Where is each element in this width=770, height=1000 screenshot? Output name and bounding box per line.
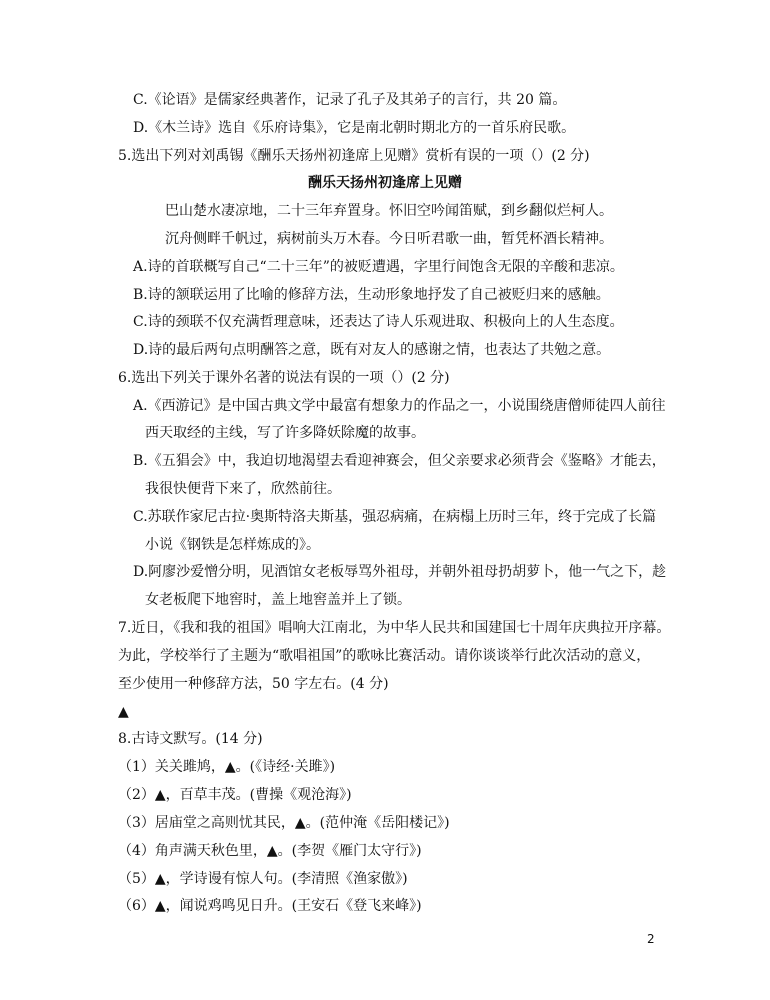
question-6-stem: 6.选出下列关于课外名著的说法有误的一项（）(2 分) xyxy=(118,370,450,386)
poem-line-1: 巴山楚水凄凉地，二十三年弃置身。怀旧空吟闻笛赋，到乡翻似烂柯人。 xyxy=(165,203,613,219)
q4-option-c: C.《论语》是儒家经典著作，记录了孔子及其弟子的言行，共 20 篇。 xyxy=(133,92,567,108)
q6-option-d-line2: 女老板爬下地窖时，盖上地窖盖并上了锁。 xyxy=(145,592,411,608)
q6-option-c-line2: 小说《钢铁是怎样炼成的》。 xyxy=(145,537,320,553)
q5-option-d: D.诗的最后两句点明酬答之意，既有对友人的感谢之情，也表达了共勉之意。 xyxy=(133,342,611,358)
q8-item-3: （3）居庙堂之高则忧其民，▲。(范仲淹《岳阳楼记》) xyxy=(118,815,450,831)
question-7-line1: 7.近日，《我和我的祖国》唱响大江南北，为中华人民共和国建国七十周年庆典拉开序幕。 xyxy=(118,620,671,636)
q5-option-c: C.诗的颈联不仅充满哲理意味，还表达了诗人乐观进取、积极向上的人生态度。 xyxy=(133,314,624,330)
q6-option-c-line1: C.苏联作家尼古拉·奥斯特洛夫斯基，强忍病痛，在病榻上历时三年，终于完成了长篇 xyxy=(133,509,657,525)
q8-item-1: （1）关关雎鸠，▲。(《诗经·关雎》) xyxy=(118,759,336,775)
page-number: 2 xyxy=(647,932,655,946)
q6-option-a-line1: A.《西游记》是中国古典文学中最富有想象力的作品之一，小说围绕唐僧师徒四人前往 xyxy=(133,398,666,414)
question-7-line3: 至少使用一种修辞方法，50 字左右。(4 分) xyxy=(118,676,389,692)
q8-item-6: （6）▲，闻说鸡鸣见日升。(王安石《登飞来峰》) xyxy=(118,898,422,914)
poem-title: 酬乐天扬州初逢席上见赠 xyxy=(308,175,462,191)
q5-option-a: A.诗的首联概写自己“二十三年”的被贬遭遇，字里行间饱含无限的辛酸和悲凉。 xyxy=(133,259,624,275)
q8-item-2: （2）▲，百草丰茂。(曹操《观沧海》) xyxy=(118,787,352,803)
poem-line-2: 沉舟侧畔千帆过，病树前头万木春。今日听君歌一曲，暂凭杯酒长精神。 xyxy=(165,231,613,247)
q4-option-d: D.《木兰诗》选自《乐府诗集》，它是南北朝时期北方的一首乐府民歌。 xyxy=(133,120,576,136)
q6-option-d-line1: D.阿廖沙爱憎分明，见酒馆女老板辱骂外祖母，并朝外祖母扔胡萝卜，他一气之下，趁 xyxy=(133,564,667,580)
q6-option-b-line2: 我很快便背下来了，欣然前往。 xyxy=(145,481,341,497)
question-5-stem: 5.选出下列对刘禹锡《酬乐天扬州初逢席上见赠》赏析有误的一项（）(2 分) xyxy=(118,148,590,164)
answer-triangle-icon: ▲ xyxy=(118,704,129,720)
q5-option-b: B.诗的颔联运用了比喻的修辞方法，生动形象地抒发了自己被贬归来的感触。 xyxy=(133,287,610,303)
question-8-stem: 8.古诗文默写。(14 分) xyxy=(118,731,263,747)
q8-item-4: （4）角声满天秋色里，▲。(李贺《雁门太守行》) xyxy=(118,843,422,859)
q8-item-5: （5）▲，学诗谩有惊人句。(李清照《渔家傲》) xyxy=(118,871,408,887)
question-7-line2: 为此，学校举行了主题为“歌唱祖国”的歌咏比赛活动。请你谈谈举行此次活动的意义， xyxy=(118,648,651,664)
q6-option-b-line1: B.《五猖会》中，我迫切地渴望去看迎神赛会，但父亲要求必须背会《鉴略》才能去， xyxy=(133,453,666,469)
q6-option-a-line2: 西天取经的主线，写了许多降妖除魔的故事。 xyxy=(145,425,425,441)
